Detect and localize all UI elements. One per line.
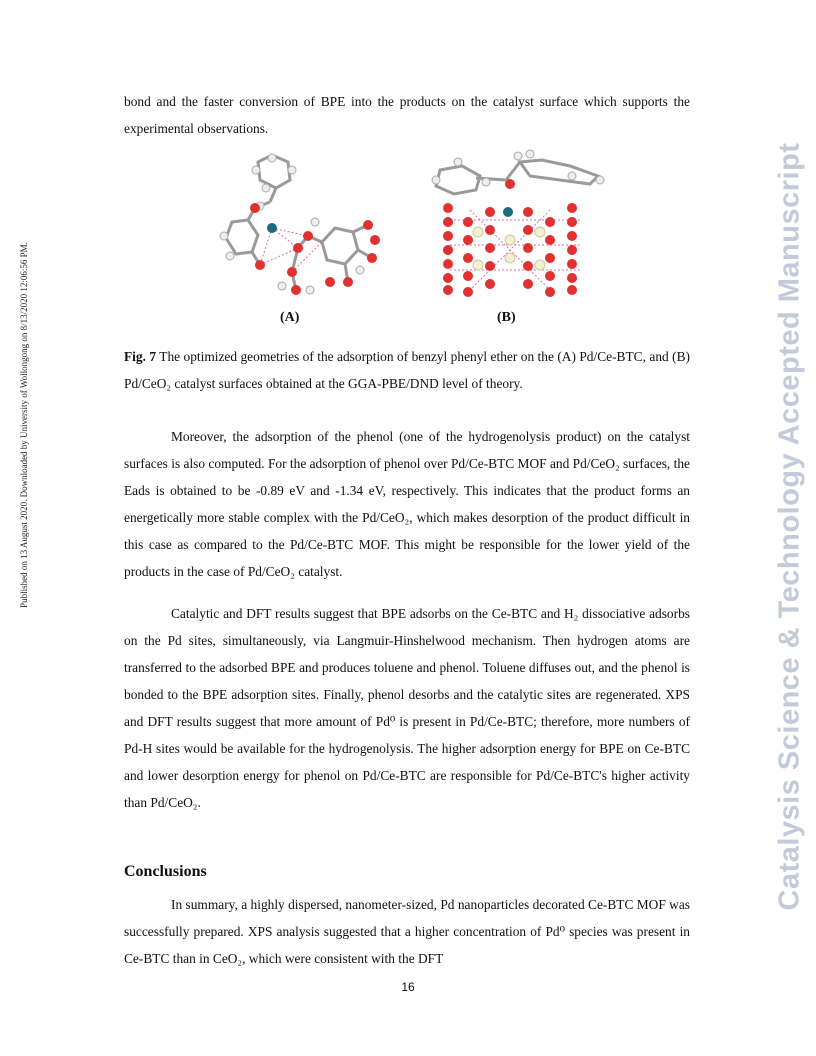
paragraph-mechanism: Catalytic and DFT results suggest that BPE adsorbs on the Ce-BTC and H₂ dissociative adsorbs on the Pd sites, simultaneously, via Langmuir-Hinshelwood mechanism. Then hydrogen atoms are transferred to the adsorbed BPE and produces toluene and phenol. Toluene diffuses out, and the phenol is bonded to the BPE adsorption sites. Finally, phenol desorbs and the catalytic sites are regenerated. XPS and DFT results suggest that more amount of Pd⁰ is present in Pd/Ce-BTC; therefore, more numbers of Pd-H sites would be available for the hydrogenolysis. The higher adsorption energy for BPE on Ce-BTC and lower desorption energy for phenol on Pd/Ce-BTC are responsible for Pd/Ce-BTC's higher activity than Pd/CeO₂.: [124, 606, 690, 810]
journal-watermark-text: Catalysis Science & Technology Accepted Manuscript: [773, 142, 806, 911]
caption-text: The optimized geometries of the adsorption of benzyl phenyl ether on the (A) Pd/Ce-BTC, and (B) Pd/CeO₂ catalyst surfaces obtained at the GGA-PBE/DND level of theory.: [124, 349, 690, 391]
figure-7: [200, 140, 620, 330]
journal-watermark: [770, 130, 810, 920]
panel-a-label: (A): [280, 310, 300, 325]
figure-7-graphic: [200, 140, 620, 330]
paragraph-conclusions: In summary, a highly dispersed, nanometer-sized, Pd nanoparticles decorated Ce-BTC MOF was successfully prepared. XPS analysis suggested that a higher concentration of Pd⁰ species was present in Ce-BTC than in CeO₂, which were consistent with the DFT: [124, 897, 690, 966]
section-heading-conclusions: Conclusions: [124, 863, 207, 880]
page-number: 16: [401, 980, 415, 994]
panel-a-structure: [226, 155, 372, 290]
publication-sidebar: [4, 210, 29, 650]
paragraph-phenol-adsorption: Moreover, the adsorption of the phenol (one of the hydrogenolysis product) on the catalyst surfaces is also computed. For the adsorption of phenol over Pd/Ce-BTC MOF and Pd/CeO₂ surfaces, the Eads is obtained to be -0.89 eV and -1.34 eV, respectively. This indicates that the product forms an energetically more stable complex with the Pd/CeO₂, which makes desorption of the product difficult in this case as compared to the Pd/Ce-BTC MOF. This might be responsible for the lower yield of the products in the case of Pd/CeO₂ catalyst.: [124, 429, 690, 579]
publication-notice: Published on 13 August 2020. Downloaded by University of Wollongong on 8/13/2020 12:06:56 PM.: [19, 242, 29, 608]
panel-b-cerium-atoms: [473, 227, 545, 270]
figure-caption: [124, 343, 690, 397]
panel-b-label: (B): [497, 310, 516, 325]
panel-a-atoms: [220, 154, 380, 295]
intro-paragraph: bond and the faster conversion of BPE into the products on the catalyst surface which supports the experimental observations.: [124, 94, 690, 136]
caption-label: Fig. 7: [124, 349, 157, 364]
